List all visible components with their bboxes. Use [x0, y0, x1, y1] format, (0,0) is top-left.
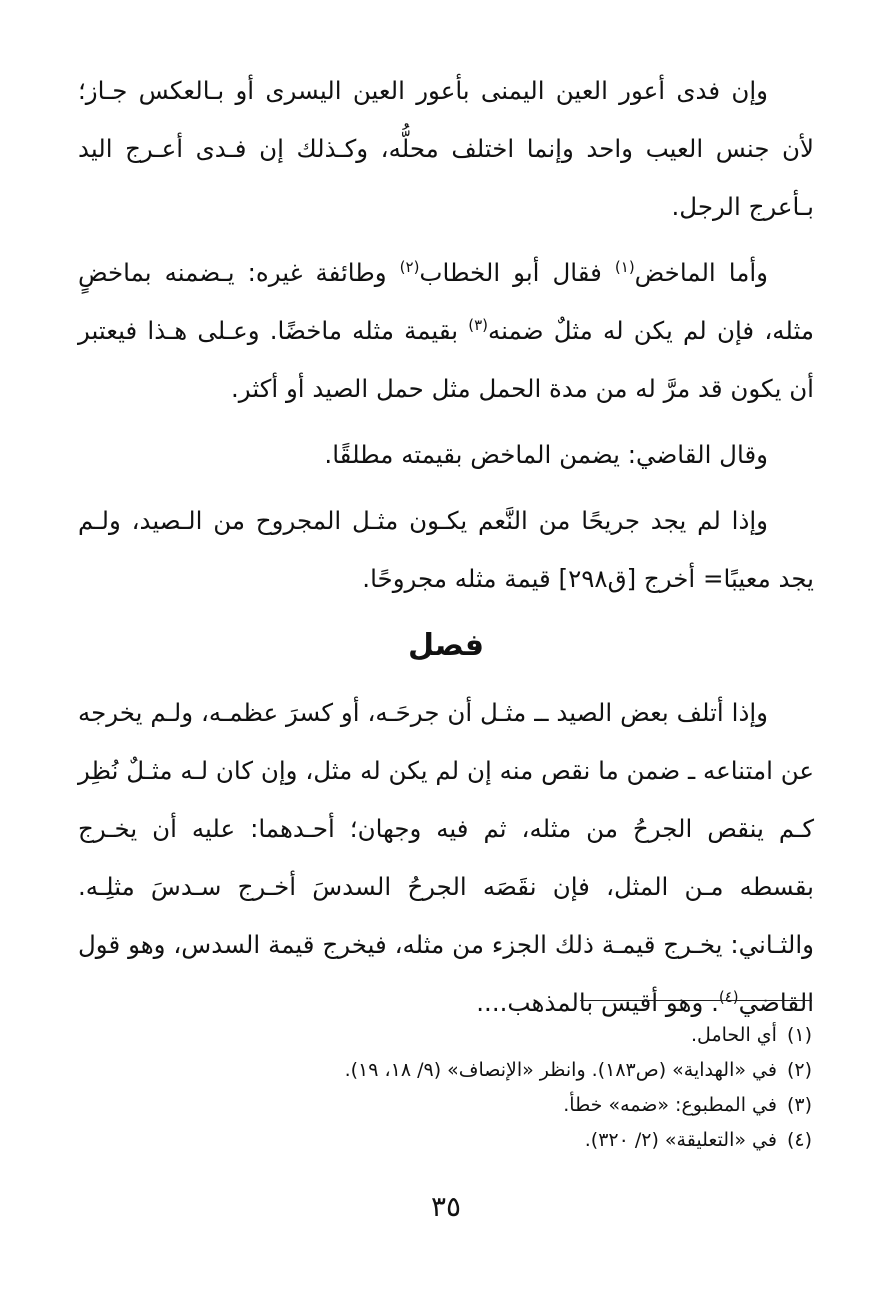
footnote-ref-1: (١) [614, 257, 635, 276]
footnote-1 [80, 1018, 812, 1053]
footnote-1-number: (١) [786, 1024, 812, 1046]
paragraph-2 [78, 244, 814, 418]
paragraph-4 [78, 492, 814, 608]
footnote-4-number: (٤) [786, 1129, 812, 1151]
footnote-ref-4: (٤) [718, 987, 739, 1006]
paragraph-5 [78, 684, 814, 1032]
footnote-1-text: أي الحامل. [691, 1024, 777, 1046]
footnote-4 [80, 1123, 812, 1158]
paragraph-5-text-a: وإذا أتلف بعض الصيد ــ مثـل أن جرحَـه، أو كسرَ عظمـه، ولـم يخرجه عن امتناعه ـ ضمن ما نقص منه إن لم يكن له مثل، وإن كان لـه مثـلٌ نُظِر كـم ينقص الجرحُ من مثله، ثم فيه وجهان؛ أحـدهما: عليه أن يخـرج بقسطه مـن المثل، فإن نقَصَه الجرحُ السدسَ أخـرج سـدسَ مثلِـه. والثـاني: يخـرج قيمـة ذلك الجزء من مثله، فيخرج قيمة السدس، وهو قول القاضي [78, 698, 814, 1017]
footnotes-section [80, 1018, 812, 1158]
main-text [78, 62, 814, 1040]
paragraph-2-text-c: وطائفة غيره: يـضمنه بماخضٍ مثله، فإن لم يكن له مثلٌ ضمنه [78, 258, 814, 345]
paragraph-2-text-d: بقيمة مثله ماخضًا. وعـلى هـذا فيعتبر أن يكون قد مرَّ له من مدة الحمل مثل حمل الصيد أو أكثر. [78, 316, 814, 403]
footnote-ref-3: (٣) [468, 315, 489, 334]
paragraph-1-text: وإن فدى أعور العين اليمنى بأعور العين اليسرى أو بـالعكس جـاز؛ لأن جنس العيب واحد وإنما اختلف محلُّه، وكـذلك إن فـدى أعـرج اليد بـأعرج الرجل. [78, 76, 814, 221]
footnote-2-number: (٢) [786, 1059, 812, 1081]
footnote-3-number: (٣) [786, 1094, 812, 1116]
paragraph-5-text-b: . وهو أقيس بالمذهب.... [476, 988, 719, 1017]
page-number: ٣٥ [430, 1190, 462, 1223]
footnote-3-text: في المطبوع: «ضمه» خطأ. [563, 1094, 777, 1116]
paragraph-4-text: وإذا لم يجد جريحًا من النَّعم يكـون مثـل المجروح من الـصيد، ولـم يجد معيبًا= أخرج [ق٢٩٨] قيمة مثله مجروحًا. [78, 506, 814, 593]
section-heading: فصل [408, 628, 484, 663]
paragraph-1 [78, 62, 814, 236]
paragraph-3-text: وقال القاضي: يضمن الماخض بقيمته مطلقًا. [324, 440, 768, 469]
paragraph-2-text-a: وأما الماخض [634, 258, 768, 287]
footnote-divider [580, 1000, 812, 1001]
footnote-2 [80, 1053, 812, 1088]
paragraph-3 [78, 426, 814, 484]
footnote-3 [80, 1088, 812, 1123]
footnote-ref-2: (٢) [399, 257, 420, 276]
footnote-2-text: في «الهداية» (ص١٨٣). وانظر «الإنصاف» (٩/ ١٨، ١٩). [344, 1059, 777, 1081]
paragraph-2-text-b: فقال أبو الخطاب [419, 258, 615, 287]
footnote-4-text: في «التعليقة» (٢/ ٣٢٠). [584, 1129, 777, 1151]
